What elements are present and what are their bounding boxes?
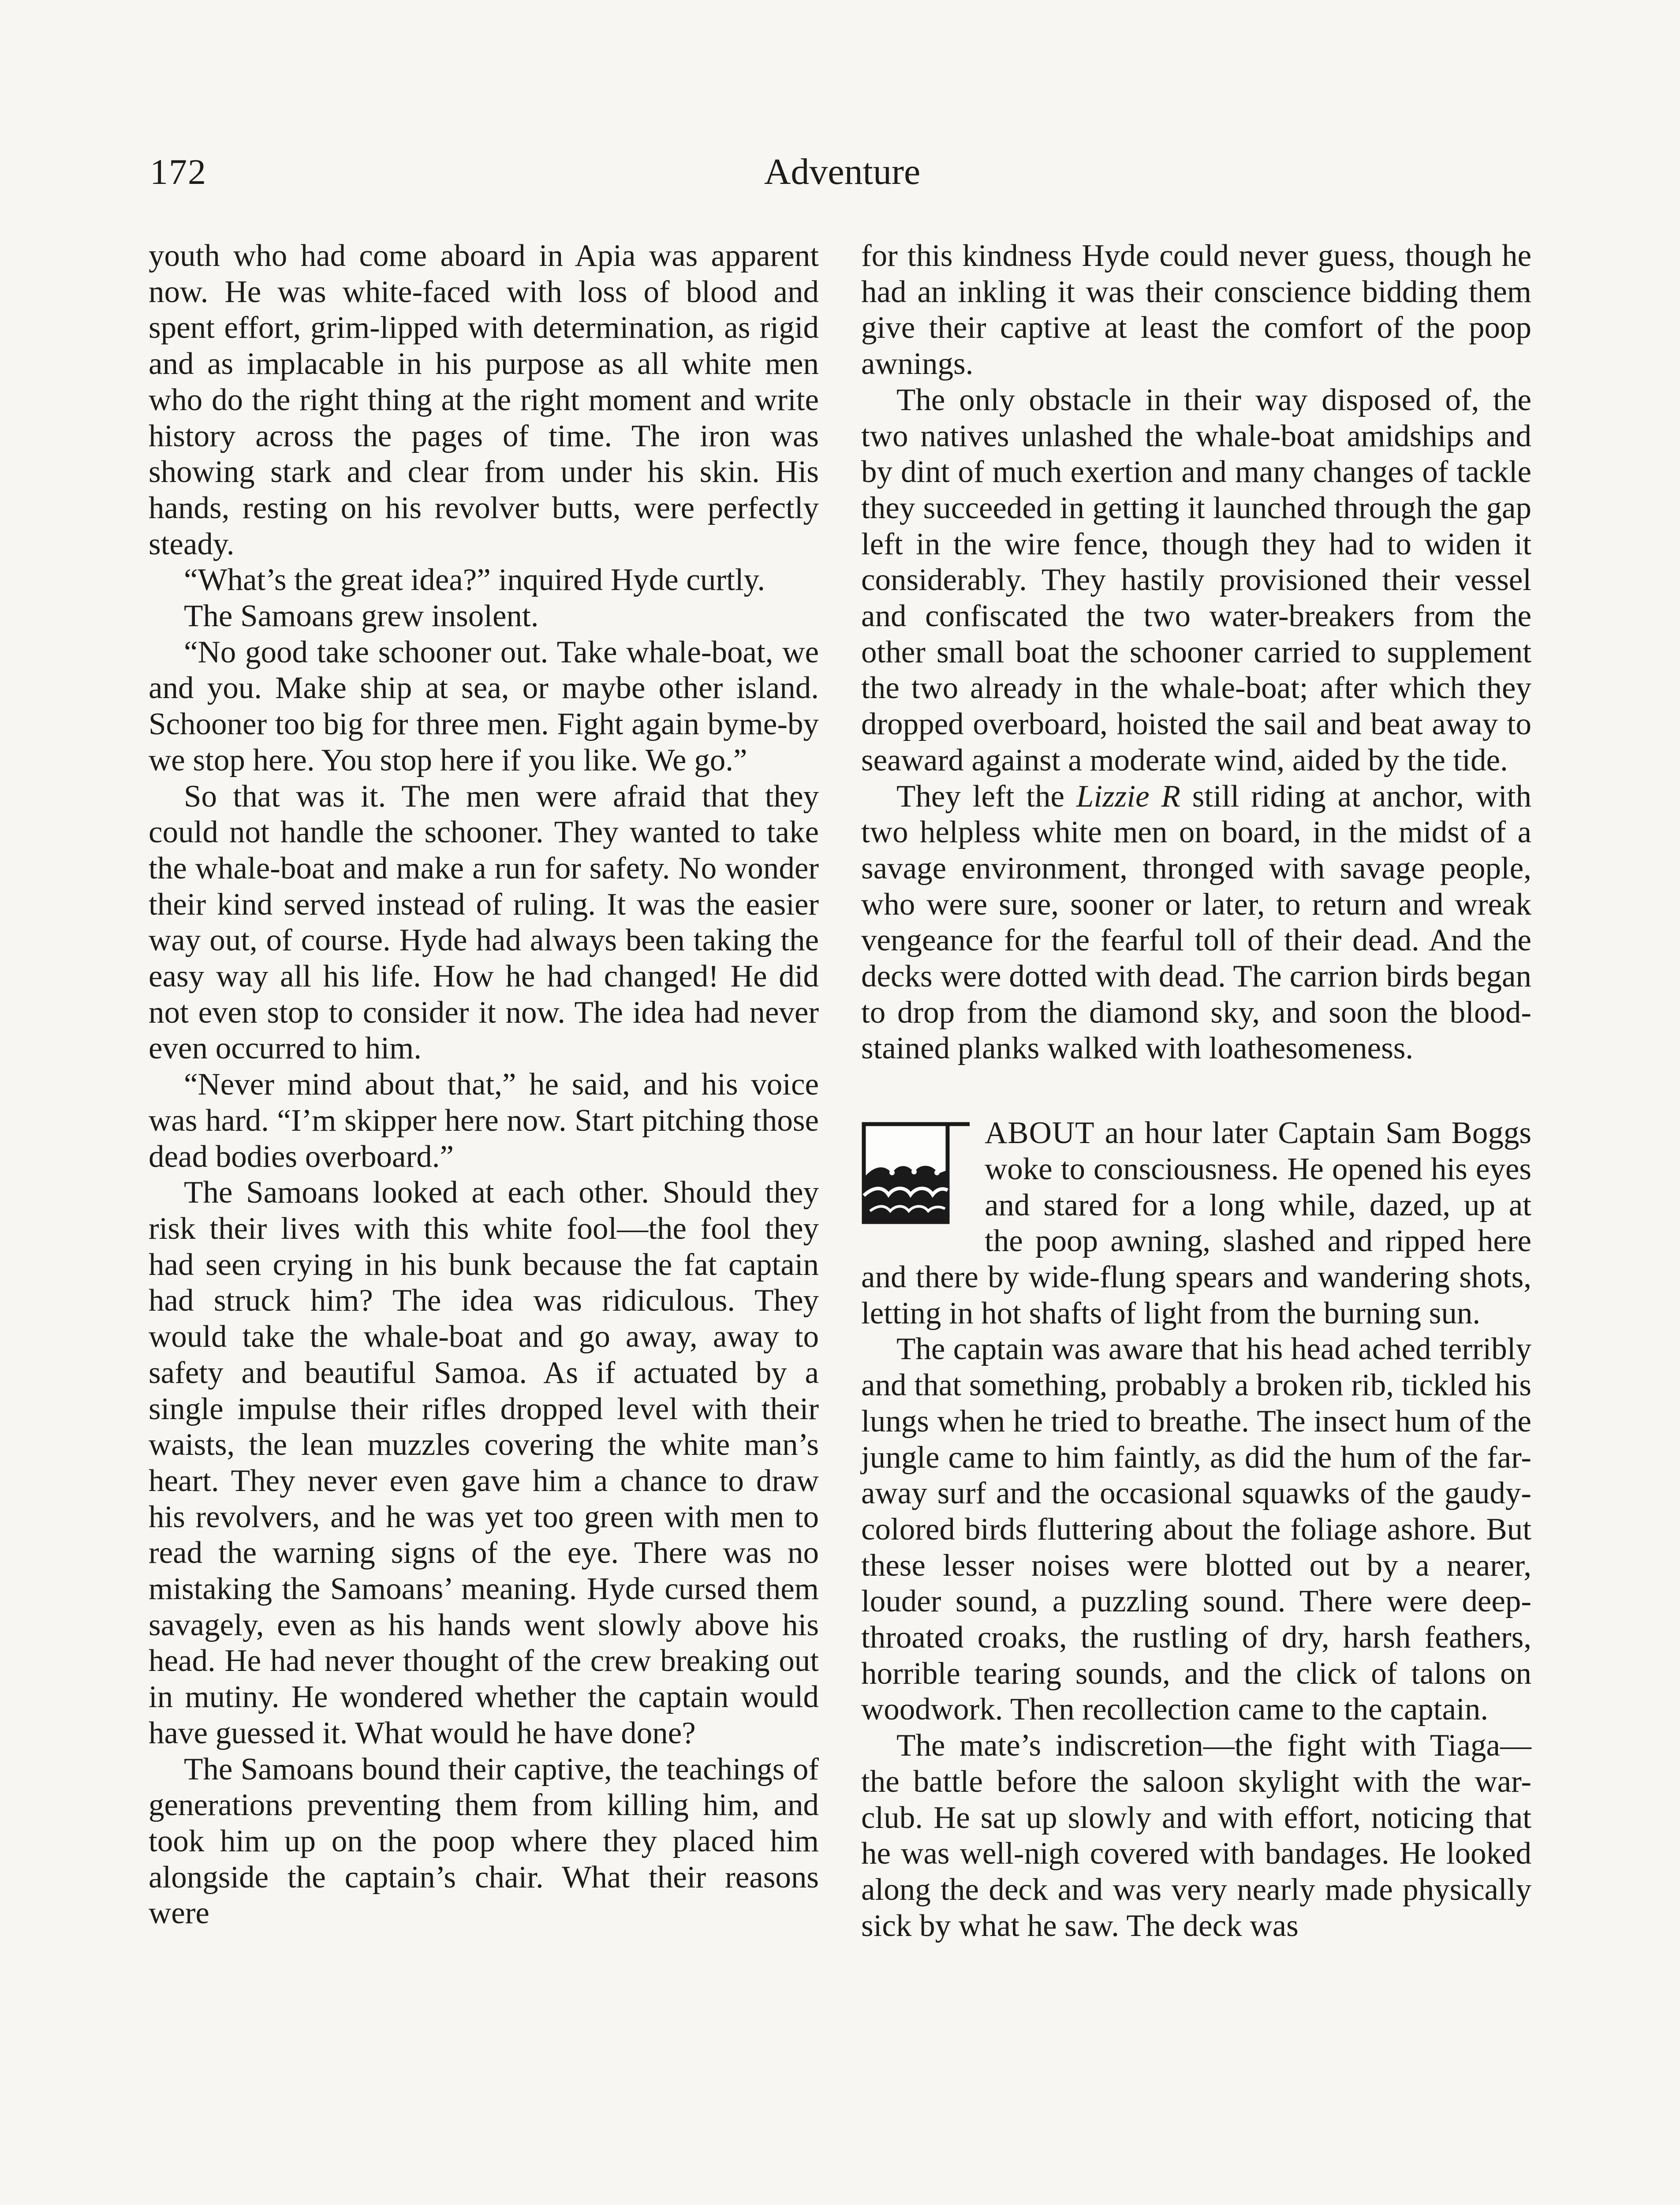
paragraph: for this kindness Hyde could never guess, though he had an inkling it was their conscience bidding them give their captive at least the comfort of the poop awnings. — [861, 239, 1531, 381]
paragraph: The Samoans looked at each other. Should they risk their lives with this white fool—the fool they had seen crying in his bunk because the fat captain had struck him? The idea was ridiculous. They would take the whale-boat and go away, away to safety and beautiful Samoa. As if actuated by a single impulse their rifles dropped level with their waists, the lean muzzles covering the white man’s heart. They never even gave him a chance to draw his revolvers, and he was yet too green with men to read the warning signs of the eye. There was no mistaking the Samoans’ meaning. Hyde cursed them savagely, even as his hands went slowly above his head. He had never thought of the crew breaking out in mutiny. He wondered whether the captain would have guessed it. What would he have done? — [149, 1175, 819, 1750]
text-run: still riding at anchor, with two helpless white men on board, in the midst of a savage environment, thronged with savage people, who were sure, sooner or later, to return and wreak vengeance for the fearful toll of their dead. And the decks were dotted with dead. The carrion birds began to drop from the diamond sky, and soon the blood-stained planks walked with loathesomeness. — [861, 779, 1531, 1066]
right-column — [861, 238, 1531, 1944]
page-header — [150, 141, 1534, 203]
opening-word: ABOUT — [985, 1116, 1095, 1151]
paragraph: The only obstacle in their way disposed of, the two natives unlashed the whale-boat amidships and by dint of much exertion and many changes of tackle they succeeded in getting it launched through the gap left in the wire fence, though they had to widen it considerably. They hastily provisioned their vessel and confiscated the two water-breakers from the other small boat the schooner carried to supplement the two already in the whale-boat; after which they dropped overboard, hoisted the sail and beat away to seaward against a moderate wind, aided by the tide. — [861, 382, 1531, 777]
paragraph: So that was it. The men were afraid that they could not handle the schooner. They wanted to take the whale-boat and make a run for safety. No wonder their kind served instead of ruling. It was the easier way out, of course. Hyde had always been taking the easy way all his life. How he had changed! He did not even stop to consider it now. The idea had never even occurred to him. — [149, 779, 819, 1066]
paragraph: youth who had come aboard in Apia was apparent now. He was white-faced with loss of blood and spent effort, grim-lipped with determination, as rigid and as implacable in his purpose as all white men who do the right thing at the right moment and write history across the pages of time. The iron was showing stark and clear from under his skin. His hands, resting on his revolver butts, were perfectly steady. — [149, 239, 819, 561]
paragraph: The Samoans bound their captive, the teachings of generations preventing them from killing him, and took him up on the poop where they placed him alongside the captain’s chair. What their reasons were — [149, 1752, 819, 1931]
paragraph: “Never mind about that,” he said, and his voice was hard. “I’m skipper here now. Start pitching those dead bodies overboard.” — [149, 1067, 819, 1174]
paragraph: The Samoans grew insolent. — [184, 599, 539, 634]
paragraph: The captain was aware that his head ached terribly and that something, probably a broken rib, tickled his lungs when he tried to breathe. The insect hum of the jungle came to him faintly, as did the hum of the far-away surf and the occasional squawks of the gaudy-colored birds fluttering about the foliage ashore. But these lesser noises were blotted out by a nearer, louder sound, a puzzling sound. There were deep-throated croaks, the rustling of dry, harsh feathers, horrible tearing sounds, and the click of talons on woodwork. Then recollection came to the captain. — [861, 1332, 1531, 1727]
paragraph: “No good take schooner out. Take whale-boat, we and you. Make ship at sea, or maybe other island. Schooner too big for three men. Fight again byme-by we stop here. You stop here if you like. We go.” — [149, 635, 819, 777]
text-run: They left the — [896, 779, 1076, 814]
left-column — [149, 238, 819, 1932]
paragraph — [861, 779, 1531, 1067]
ship-name: Lizzie R — [1076, 779, 1180, 814]
paragraph: The mate’s indiscretion—the fight with Tiaga—the battle before the saloon skylight with the war-club. He sat up slowly and with effort, noticing that he was well-nigh covered with bandages. He looked along the deck and was very nearly made physically sick by what he saw. The deck was — [861, 1728, 1531, 1943]
running-title: Adventure — [764, 151, 921, 192]
page-number: 172 — [150, 152, 207, 192]
paragraph: “What’s the great idea?” inquired Hyde curtly. — [184, 563, 765, 598]
waves-ornament-icon — [861, 1121, 971, 1224]
section-opening-paragraph — [861, 1115, 1531, 1331]
section-break — [861, 1067, 1531, 1115]
text-run: an hour later Captain Sam Boggs woke to consciousness. He opened his eyes and stared for a long while, dazed, up at the poop awning, slashed and ripped here and there by wide-flung spears and wandering shots, letting in hot shafts of light from the burning sun. — [861, 1116, 1531, 1330]
